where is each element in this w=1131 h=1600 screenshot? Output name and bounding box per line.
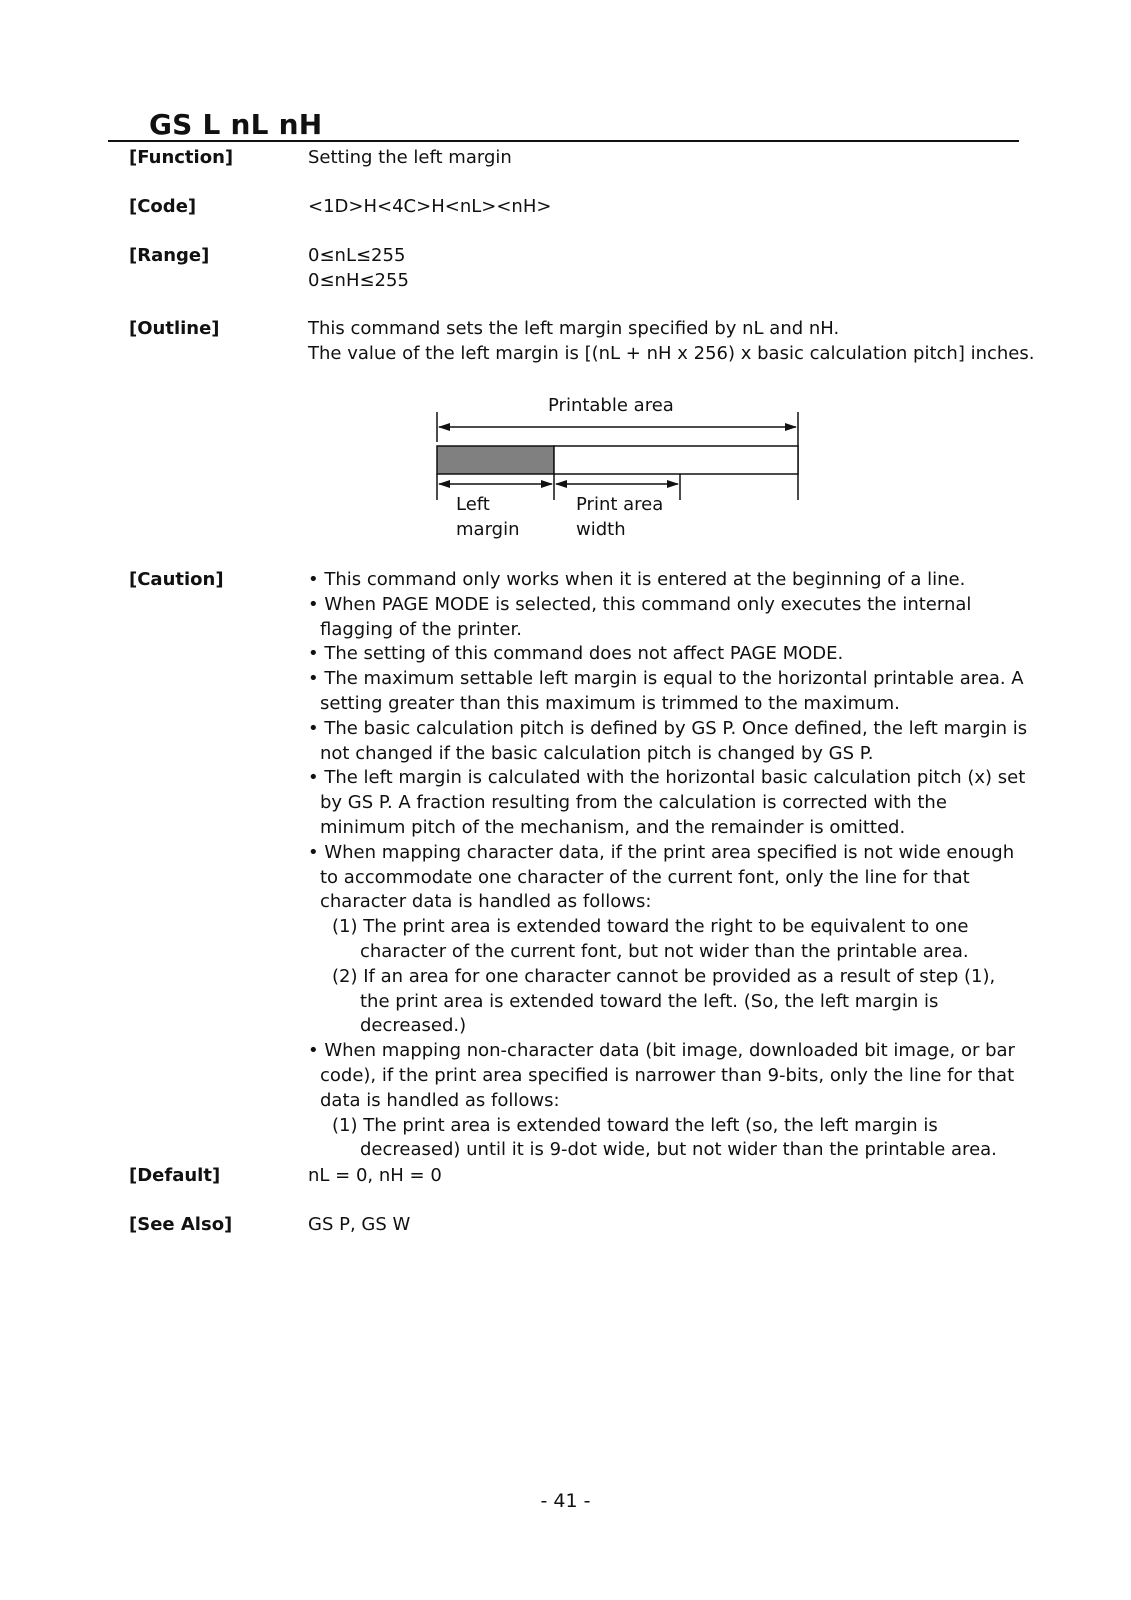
- caution-item: • When PAGE MODE is selected, this command only executes the internal flagging of the printer.: [308, 593, 972, 640]
- code-label: [Code]: [129, 196, 197, 217]
- caution-item: • This command only works when it is entered at the beginning of a line.: [308, 569, 966, 590]
- left-margin-diagram: [0, 0, 1131, 560]
- function-text: Setting the left margin: [308, 147, 512, 168]
- range-line: 0≤nH≤255: [308, 270, 409, 291]
- caution-label: [Caution]: [129, 569, 224, 590]
- caution-item: • The maximum settable left margin is equal to the horizontal printable area. A setting greater than this maximum is trimmed to the maximum.: [308, 668, 1024, 714]
- caution-item: • The basic calculation pitch is defined by GS P. Once defined, the left margin is not changed if the basic calculation pitch is changed by GS P.: [308, 717, 1028, 764]
- caution-item: • When mapping character data, if the print area specified is not wide enough to accommodate one character of the current font, only the line for that character data is handled as follows:: [308, 841, 1015, 913]
- print-area-width-label-line1: Print area: [576, 494, 664, 515]
- default-label: [Default]: [129, 1165, 221, 1186]
- printable-area-label: Printable area: [548, 395, 674, 416]
- range-line: 0≤nL≤255: [308, 245, 406, 266]
- caution-subitem: (1) The print area is extended toward the left (so, the left margin is decreased) until it is 9-dot wide, but not wider than the printable area.: [332, 1114, 997, 1161]
- left-margin-block: [437, 446, 554, 474]
- caution-subitem: (2) If an area for one character cannot be provided as a result of step (1), the print area is extended toward the left. (So, the left margin is decreased.): [332, 965, 996, 1037]
- see-also-text: GS P, GS W: [308, 1214, 411, 1235]
- outline-label: [Outline]: [129, 318, 220, 339]
- default-text: nL = 0, nH = 0: [308, 1165, 442, 1186]
- caution-subitem: (1) The print area is extended toward the right to be equivalent to one character of the current font, but not wider than the printable area.: [332, 916, 969, 962]
- see-also-label: [See Also]: [129, 1214, 233, 1235]
- page-title: GS L nL nH: [149, 108, 323, 141]
- range-label: [Range]: [129, 245, 210, 266]
- caution-list: [308, 568, 1028, 1163]
- caution-item: • When mapping non-character data (bit image, downloaded bit image, or bar code), if the print area specified is narrower than 9-bits, only the line for that data is handled as follows:: [308, 1040, 1015, 1111]
- caution-item: • The setting of this command does not affect PAGE MODE.: [308, 643, 844, 665]
- code-text: <1D>H<4C>H<nL><nH>: [308, 196, 552, 217]
- print-area-block: [554, 446, 798, 474]
- page-number: - 41 -: [540, 1490, 591, 1512]
- left-margin-label-line1: Left: [456, 494, 490, 515]
- outline-line: This command sets the left margin specified by nL and nH.: [308, 318, 840, 339]
- caution-item: • The left margin is calculated with the horizontal basic calculation pitch (x) set by GS P. A fraction resulting from the calculation is corrected with the minimum pitch of the mechanism, and the remainder is omitted.: [308, 767, 1026, 838]
- left-margin-label-line2: margin: [456, 519, 520, 540]
- print-area-width-label-line2: width: [576, 519, 626, 540]
- outline-line: The value of the left margin is [(nL + nH x 256) x basic calculation pitch] inches.: [308, 343, 1035, 364]
- function-label: [Function]: [129, 147, 234, 168]
